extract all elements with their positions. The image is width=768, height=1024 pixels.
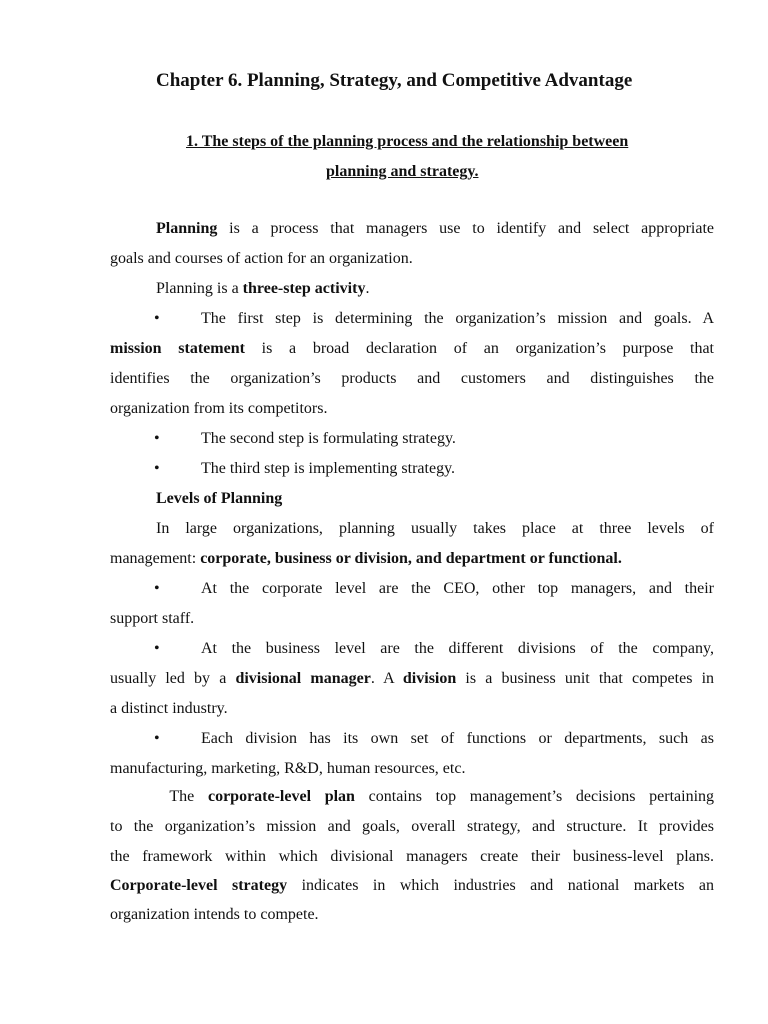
bullet-icon: • bbox=[154, 730, 160, 747]
bullet-icon: • bbox=[154, 310, 160, 327]
section-heading-line2: planning and strategy. bbox=[326, 163, 479, 180]
paragraph-corporate-line1: The corporate-level plan contains top management’s decisions pertaining bbox=[156, 788, 715, 805]
bullet4-line2: support staff. bbox=[110, 610, 195, 627]
bullet-icon: • bbox=[154, 460, 160, 477]
bullet5-line3: a distinct industry. bbox=[110, 700, 228, 717]
paragraph-planning-line1: Planning is a process that managers use to identify and select appropriate bbox=[156, 220, 714, 237]
levels-of-planning-heading: Levels of Planning bbox=[156, 490, 283, 507]
bullet5-line1: At the business level are the different divisions of the company, bbox=[201, 640, 714, 657]
paragraph-corporate-line5: organization intends to compete. bbox=[110, 906, 319, 923]
paragraph-corporate-line4: Corporate-level strategy indicates in which industries and national markets an bbox=[110, 877, 715, 894]
bullet1-line4: organization from its competitors. bbox=[110, 400, 328, 417]
paragraph-planning-line2: goals and courses of action for an organization. bbox=[110, 250, 413, 267]
chapter-title-wrap bbox=[0, 68, 768, 94]
bullet1-line3: identifies the organization’s products and customers and distinguishes the bbox=[110, 370, 714, 387]
paragraph-levels-line1: In large organizations, planning usually takes place at three levels of bbox=[156, 520, 714, 537]
bullet1-line2: mission statement is a broad declaration of an organization’s purpose that bbox=[110, 340, 714, 357]
bullet-icon: • bbox=[154, 640, 160, 657]
bullet1-line1: The first step is determining the organization’s mission and goals. A bbox=[201, 310, 714, 327]
bullet6-line2: manufacturing, marketing, R&D, human resources, etc. bbox=[110, 760, 466, 777]
bullet-icon: • bbox=[154, 430, 160, 447]
bullet6-line1: Each division has its own set of functions or departments, such as bbox=[201, 730, 714, 747]
paragraph-corporate-line2: to the organization’s mission and goals, overall strategy, and structure. It provides bbox=[110, 818, 714, 835]
chapter-title: Chapter 6. Planning, Strategy, and Competitive Advantage bbox=[156, 70, 633, 91]
bullet3-text: The third step is implementing strategy. bbox=[201, 460, 456, 477]
bullet-icon: • bbox=[154, 580, 160, 597]
bullet2-text: The second step is formulating strategy. bbox=[201, 430, 456, 447]
bullet4-line1: At the corporate level are the CEO, other top managers, and their bbox=[201, 580, 714, 597]
section-heading-line1: 1. The steps of the planning process and the relationship between bbox=[186, 133, 629, 150]
paragraph-corporate-line3: the framework within which divisional managers create their business-level plans. bbox=[110, 848, 714, 865]
paragraph-levels-line2: management: corporate, business or division, and department or functional. bbox=[110, 550, 622, 567]
paragraph-three-step: Planning is a three-step activity. bbox=[156, 280, 370, 297]
bullet5-line2: usually led by a divisional manager. A division is a business unit that competes in bbox=[110, 670, 715, 687]
